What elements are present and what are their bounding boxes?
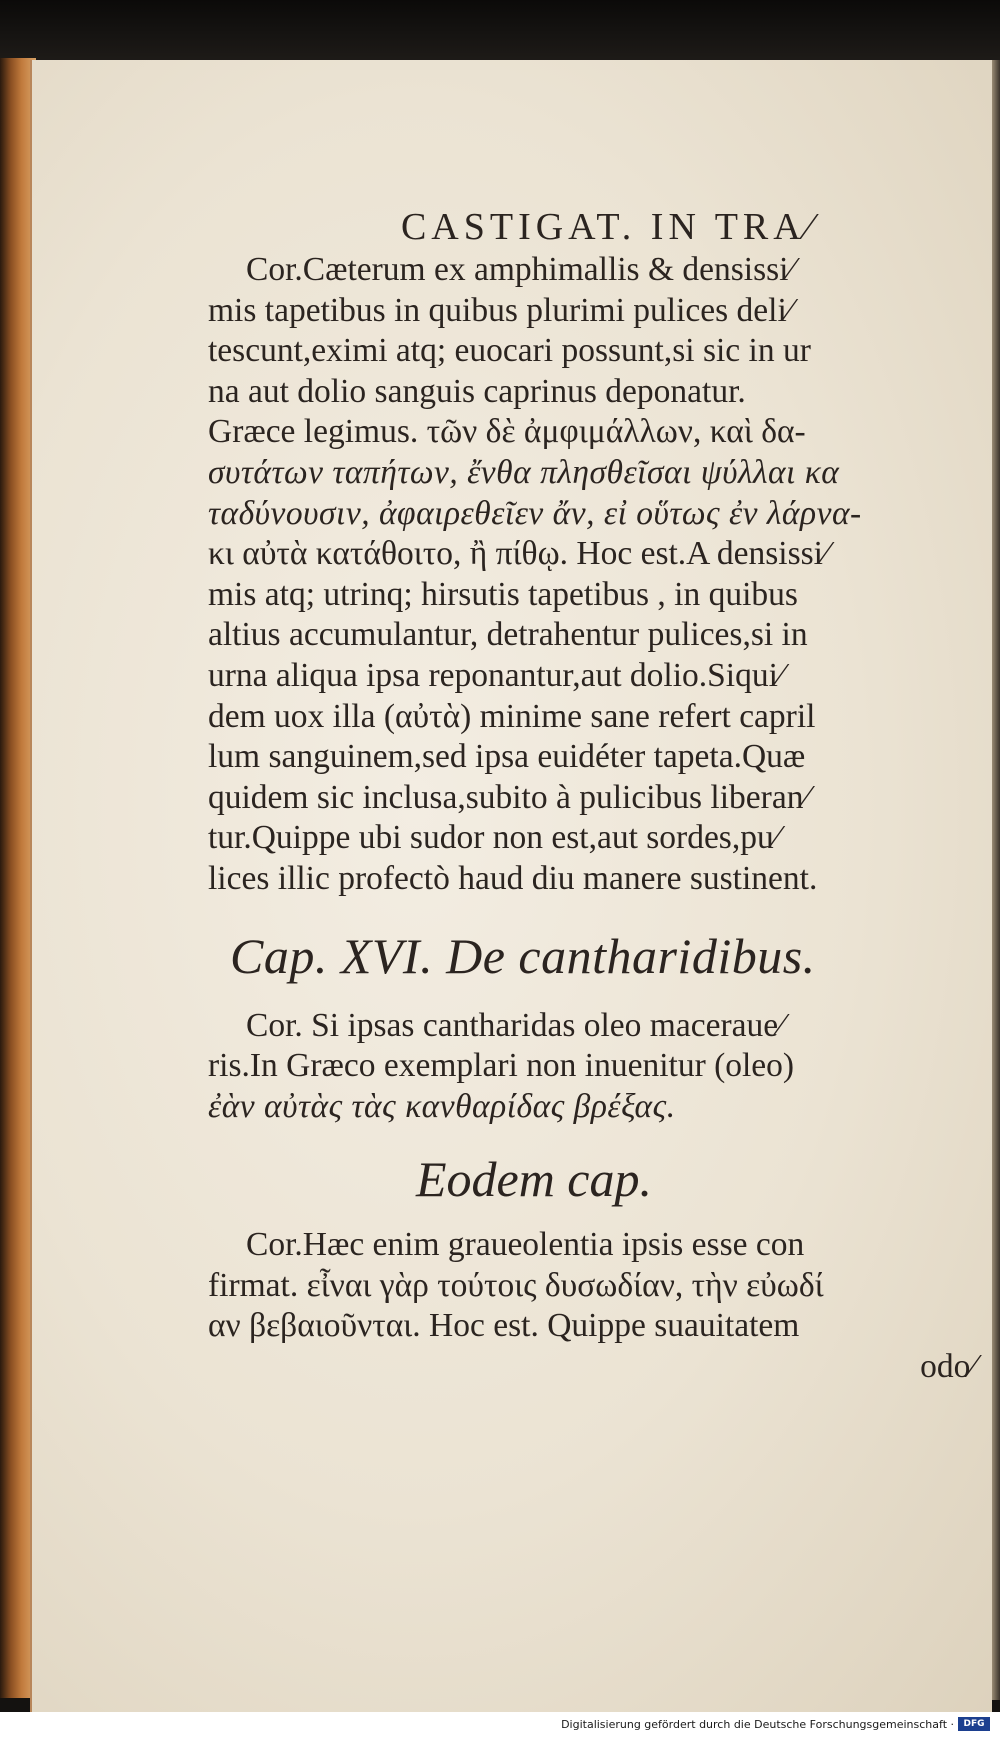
text-line: αν βεβαιοῦνται. Hoc est. Quippe suauitatem (208, 1307, 800, 1345)
section-1 (208, 250, 980, 900)
book-page (30, 60, 992, 1712)
text-line: Cor.Hæc enim graueolentia ipsis esse con (246, 1226, 805, 1264)
text-line: κι αὐτὰ κατάθοιτο, ἢ πίθῳ. Hoc est.A densissi⁄ (208, 535, 829, 573)
scan-top-shadow (0, 0, 1000, 62)
text-line: Cor.Cæterum ex amphimallis & densissi⁄ (246, 251, 795, 288)
text-line: tur.Quippe ubi sudor non est,aut sordes,pu⁄ (208, 819, 780, 857)
text-line: tescunt,eximi atq; euocari possunt,si sic in ur (208, 332, 811, 370)
text-line: firmat. εἶναι γὰρ τούτοις δυσωδίαν, τὴν εὐωδί (208, 1266, 824, 1304)
text-line: lices illic profectò haud diu manere sustinent. (208, 859, 818, 897)
text-line: altius accumulantur, detrahentur pulices,si in (208, 616, 808, 654)
text-line: mis tapetibus in quibus plurimi pulices deli⁄ (208, 291, 793, 329)
catchword: odo⁄ (920, 1348, 976, 1386)
footer-credit: Digitalisierung gefördert durch die Deutsche Forschungsgemeinschaft · (561, 1718, 954, 1731)
dfg-logo: DFG (958, 1717, 990, 1731)
section-3 (208, 1225, 980, 1347)
text-line: Cor. Si ipsas cantharidas oleo maceraue⁄ (246, 1006, 784, 1044)
text-line: na aut dolio sanguis caprinus deponatur. (208, 372, 746, 410)
text-line: συτάτων ταπήτων, ἔνθα πλησθεῖσαι ψύλλαι κα (208, 453, 840, 491)
chapter-heading: Cap. XVI. De cantharidibus. (230, 927, 816, 984)
text-line: ris.In Græco exemplari non inuenitur (oleo) (208, 1047, 795, 1085)
text-line: lum sanguinem,sed ipsa euidéter tapeta.Quæ (208, 738, 806, 776)
text-line: quidem sic inclusa,subito à pulicibus liberan⁄ (208, 778, 810, 816)
text-line: dem uox illa (αὐτὰ) minime sane refert capril (208, 697, 816, 735)
subheading: Eodem cap. (415, 1151, 653, 1208)
running-head: CASTIGAT. IN TRA⁄ (400, 206, 818, 248)
text-line: urna aliqua ipsa reponantur,aut dolio.Siqui⁄ (208, 656, 784, 694)
text-block (208, 144, 980, 1387)
text-line: Græce legimus. τῶν δὲ ἀμφιμάλλων, καὶ δα- (208, 413, 806, 451)
text-line: ἐὰν αὐτὰς τὰς κανθαρίδας βρέξας. (208, 1087, 676, 1125)
text-line: mis atq; utrinq; hirsutis tapetibus , in quibus (208, 575, 798, 613)
section-2 (208, 1006, 980, 1128)
text-line: ταδύνουσιν, ἀφαιρεθεῖεν ἄν, εἰ οὕτως ἐν λάρνα- (208, 494, 862, 532)
